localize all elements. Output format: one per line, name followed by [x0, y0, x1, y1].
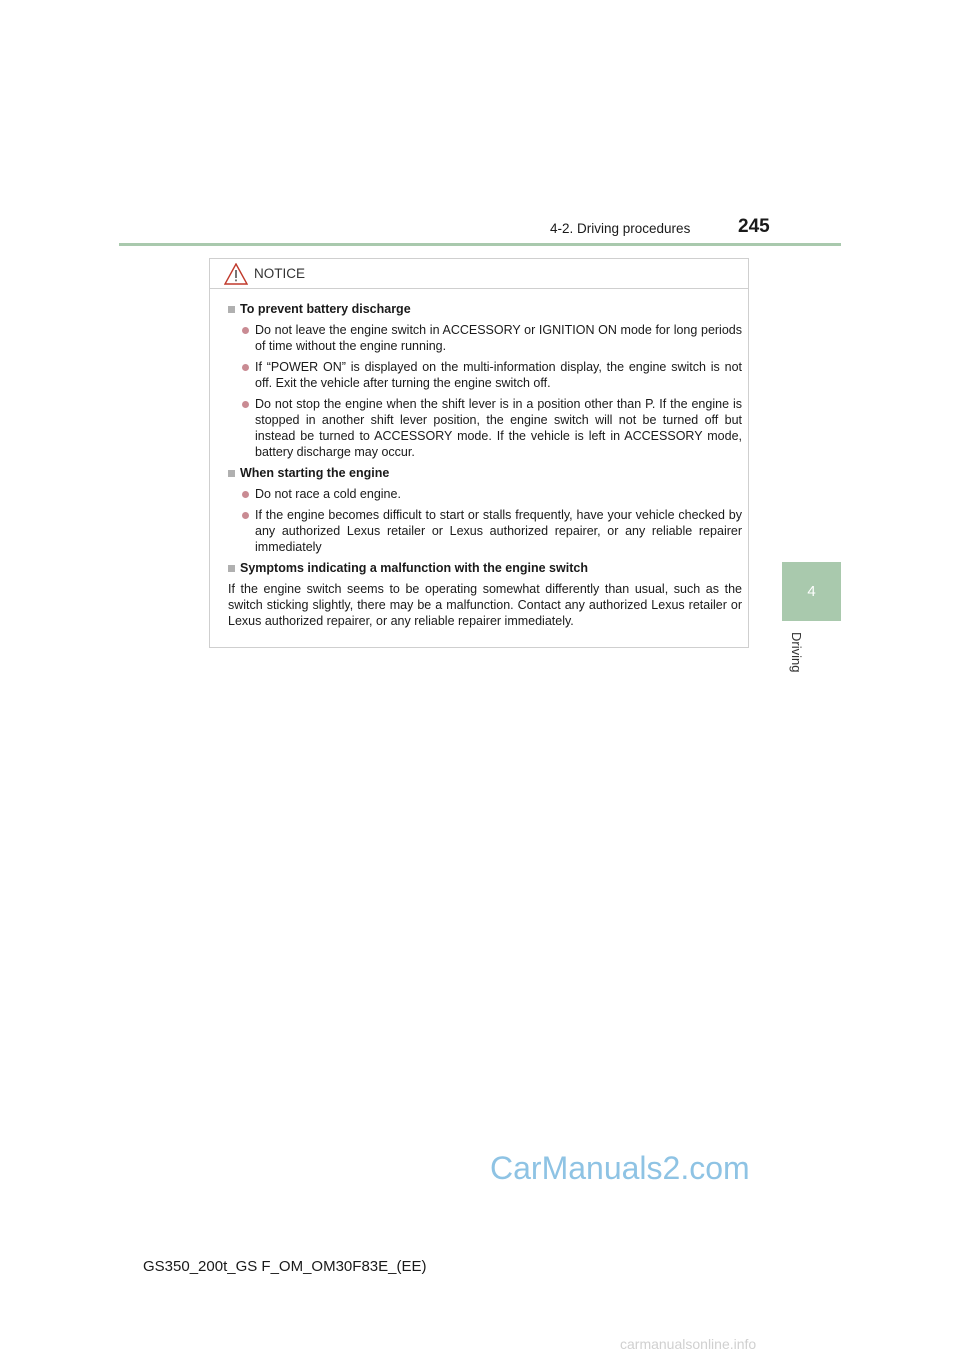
notice-label: NOTICE — [254, 266, 306, 281]
bullet-dot-icon — [242, 327, 249, 334]
list-item: Do not stop the engine when the shift lever is in a position other than P. If the engine is stopped in another shift lever position, the engine switch will not be turned off but instead be turned to ACCESSORY mode. If the vehicle is left in ACCESSORY mode, battery discharge may occur. — [242, 396, 742, 460]
page-number: 245 — [738, 216, 770, 237]
bullet-dot-icon — [242, 491, 249, 498]
notice-section — [228, 465, 742, 555]
header-rule — [119, 243, 841, 246]
section-heading: Symptoms indicating a malfunction with the engine switch — [228, 560, 742, 576]
notice-section — [228, 301, 742, 460]
warning-triangle-icon — [224, 263, 248, 285]
bullet-dot-icon — [242, 512, 249, 519]
square-bullet-icon — [228, 306, 235, 313]
chapter-number: 4 — [807, 583, 816, 600]
document-code: GS350_200t_GS F_OM_OM30F83E_(EE) — [143, 1258, 427, 1275]
watermark-logo: CarManuals2.com — [490, 1150, 750, 1186]
list-item: Do not race a cold engine. — [242, 486, 742, 502]
section-heading: To prevent battery discharge — [228, 301, 742, 317]
square-bullet-icon — [228, 470, 235, 477]
chapter-tab[interactable] — [782, 562, 841, 621]
section-text: If the engine switch seems to be operating somewhat differently than usual, such as the switch sticking slightly, there may be a malfunction. Contact any authorized Lexus retailer or Lexus authorized repairer, or any reliable repairer immediately. — [228, 582, 742, 628]
notice-section — [228, 560, 742, 629]
notice-box — [209, 258, 749, 648]
square-bullet-icon — [228, 565, 235, 572]
section-heading: When starting the engine — [228, 465, 742, 481]
list-item: If “POWER ON” is displayed on the multi-information display, the engine switch is not off. Exit the vehicle after turning the engine switch off. — [242, 359, 742, 391]
list-item: If the engine becomes difficult to start or stalls frequently, have your vehicle checked by any authorized Lexus retailer or Lexus authorized repairer, or any reliable repairer immediately — [242, 507, 742, 555]
list-item: Do not leave the engine switch in ACCESSORY or IGNITION ON mode for long periods of time without the engine running. — [242, 322, 742, 354]
chapter-label: Driving — [789, 632, 804, 673]
bullet-dot-icon — [242, 364, 249, 371]
watermark-text: carmanualsonline.info — [620, 1336, 757, 1352]
bullet-dot-icon — [242, 401, 249, 408]
section-title: 4-2. Driving procedures — [550, 221, 691, 236]
notice-body — [210, 289, 748, 629]
notice-header — [210, 259, 748, 289]
